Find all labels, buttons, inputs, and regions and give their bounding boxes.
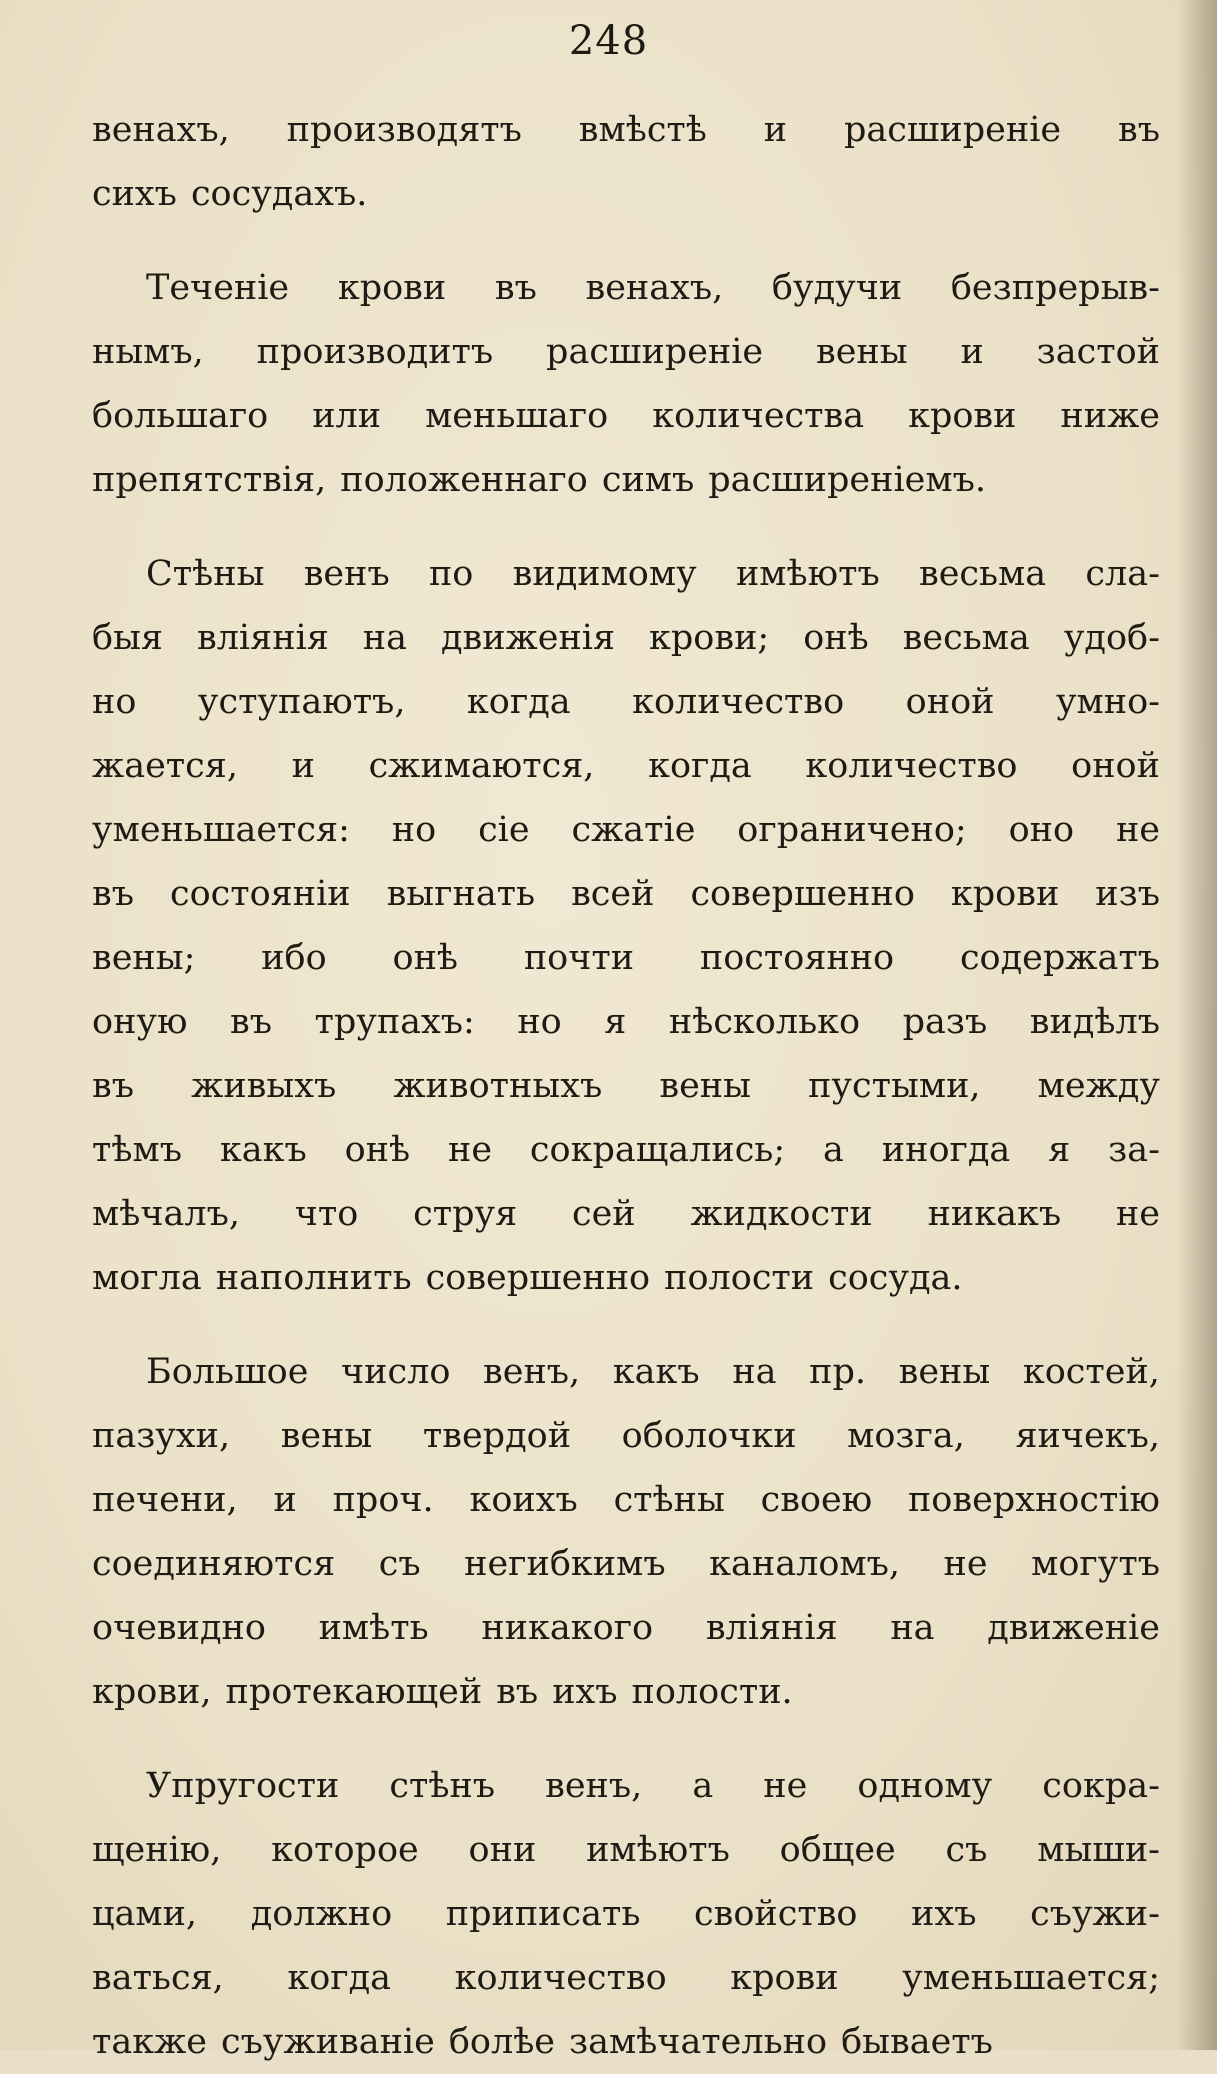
word: и <box>291 746 315 786</box>
word: венахъ, <box>585 268 724 308</box>
word: когда <box>466 682 571 722</box>
paragraph <box>92 1340 1160 1724</box>
word: онѣ <box>803 618 869 658</box>
word: на <box>732 1352 777 1392</box>
word: вмѣстѣ <box>578 110 707 150</box>
word: вліянія <box>196 618 329 658</box>
word: жается, <box>92 746 238 786</box>
word: и <box>960 332 984 372</box>
word: съ <box>945 1830 988 1870</box>
word: удоб- <box>1063 618 1160 658</box>
word: коихъ <box>469 1480 578 1520</box>
word: поверхностію <box>907 1480 1160 1520</box>
word: негибкимъ <box>464 1544 666 1584</box>
word: могутъ <box>1031 1544 1160 1584</box>
word: уступаютъ, <box>197 682 406 722</box>
word: изъ <box>1095 874 1160 914</box>
word: сокращались; <box>529 1130 786 1170</box>
word: но <box>92 682 137 722</box>
word: симъ <box>601 460 695 500</box>
word: а <box>823 1130 844 1170</box>
word: и <box>763 110 788 150</box>
word: ибо <box>261 938 327 978</box>
word: какъ <box>219 1130 307 1170</box>
word: щенію, <box>92 1830 222 1870</box>
word: сихъ <box>92 174 177 214</box>
word: одному <box>857 1766 993 1806</box>
word: вены <box>898 1352 991 1392</box>
word: имѣютъ <box>586 1830 730 1870</box>
word: и <box>273 1480 297 1520</box>
word: положеннаго <box>340 460 588 500</box>
paragraph-gap <box>92 512 1160 542</box>
word: должно <box>250 1894 393 1934</box>
word: яичекъ, <box>1015 1416 1160 1456</box>
word: расширеніемъ. <box>708 460 986 500</box>
paragraph-gap <box>92 1724 1160 1754</box>
word: также <box>92 2022 208 2062</box>
text-line <box>92 862 1160 926</box>
text-line <box>92 2010 1160 2074</box>
word: на <box>890 1608 935 1648</box>
word: своею <box>760 1480 873 1520</box>
word: онѣ <box>344 1130 411 1170</box>
word: въ <box>496 1672 539 1712</box>
word: за- <box>1108 1130 1160 1170</box>
word: венахъ, <box>92 110 230 150</box>
word: производитъ <box>256 332 494 372</box>
word: съужи- <box>1030 1894 1160 1934</box>
word: меньшаго <box>425 396 609 436</box>
word: количества <box>652 396 865 436</box>
word: полости. <box>631 1672 793 1712</box>
word: замѣчательно <box>569 2022 828 2062</box>
word: крови, <box>92 1672 212 1712</box>
text-line <box>92 448 1160 512</box>
word: ихъ <box>911 1894 977 1934</box>
word: пр. <box>809 1352 866 1392</box>
word: вены; <box>92 938 196 978</box>
text-line <box>92 990 1160 1054</box>
word: очевидно <box>92 1608 266 1648</box>
word: пазухи, <box>92 1416 231 1456</box>
text-line <box>92 1532 1160 1596</box>
word: пустыми, <box>808 1066 981 1106</box>
word: соединяются <box>92 1544 336 1584</box>
word: общее <box>779 1830 896 1870</box>
word: крови <box>730 1958 839 1998</box>
word: бываетъ <box>841 2022 993 2062</box>
word: Упругости <box>146 1766 340 1806</box>
word: мыши- <box>1037 1830 1160 1870</box>
word: видимому <box>512 554 697 594</box>
body-text <box>92 98 1160 2074</box>
text-line <box>92 926 1160 990</box>
text-line <box>92 1118 1160 1182</box>
word: почти <box>523 938 635 978</box>
text-line <box>92 1754 1160 1818</box>
word: которое <box>271 1830 419 1870</box>
text-line <box>92 798 1160 862</box>
word: крови <box>337 268 447 308</box>
word: имѣть <box>318 1608 429 1648</box>
word: препятствія, <box>92 460 327 500</box>
word: большаго <box>92 396 269 436</box>
word: оболочки <box>621 1416 797 1456</box>
word: полости <box>664 1258 815 1298</box>
word: наполнить <box>215 1258 412 1298</box>
word: не <box>943 1544 988 1584</box>
word: оно <box>1008 810 1075 850</box>
word: онѣ <box>392 938 459 978</box>
word: цами, <box>92 1894 198 1934</box>
word: оную <box>92 1002 188 1042</box>
word: имѣютъ <box>735 554 880 594</box>
word: въ <box>92 1066 134 1106</box>
word: костей, <box>1022 1352 1160 1392</box>
word: сжатіе <box>571 810 696 850</box>
text-line <box>92 670 1160 734</box>
word: Стѣны <box>146 554 265 594</box>
word: количество <box>454 1958 667 1998</box>
word: не <box>763 1766 808 1806</box>
word: по <box>428 554 474 594</box>
word: производятъ <box>286 110 522 150</box>
word: количество <box>632 682 845 722</box>
word: сжимаются, <box>368 746 595 786</box>
word: расширеніе <box>546 332 764 372</box>
word: ваться, <box>92 1958 224 1998</box>
word: сла- <box>1085 554 1160 594</box>
word: сей <box>571 1194 636 1234</box>
word: мозга, <box>847 1416 965 1456</box>
word: въ <box>92 874 134 914</box>
word: протекающей <box>225 1672 483 1712</box>
text-line <box>92 1882 1160 1946</box>
word: сосудахъ. <box>190 174 368 214</box>
text-line <box>92 1054 1160 1118</box>
word: движеніе <box>987 1608 1160 1648</box>
word: вены <box>816 332 908 372</box>
word: крови <box>908 396 1017 436</box>
word: вены <box>659 1066 751 1106</box>
word: ниже <box>1060 396 1160 436</box>
word: съуживаніе <box>221 2022 435 2062</box>
word: вены <box>280 1416 373 1456</box>
paragraph <box>92 98 1160 226</box>
word: не <box>1115 1194 1160 1234</box>
paragraph-gap <box>92 226 1160 256</box>
text-line <box>92 1596 1160 1660</box>
word: съ <box>378 1544 421 1584</box>
word: венъ, <box>483 1352 581 1392</box>
word: приписать <box>445 1894 641 1934</box>
text-line <box>92 606 1160 670</box>
word: движенія <box>440 618 616 658</box>
word: я <box>1048 1130 1071 1170</box>
word: иногда <box>881 1130 1011 1170</box>
word: состояніи <box>169 874 351 914</box>
word: будучи <box>771 268 903 308</box>
text-line <box>92 384 1160 448</box>
word: безпрерыв- <box>950 268 1160 308</box>
word: Теченіе <box>146 268 290 308</box>
word: стѣны <box>613 1480 725 1520</box>
text-line <box>92 98 1160 162</box>
word: твердой <box>422 1416 572 1456</box>
word: оной <box>905 682 995 722</box>
word: видѣлъ <box>1029 1002 1160 1042</box>
word: венъ <box>303 554 390 594</box>
word: могла <box>92 1258 202 1298</box>
word: я <box>604 1002 627 1042</box>
word: тѣмъ <box>92 1130 182 1170</box>
word: каналомъ, <box>709 1544 901 1584</box>
paragraph <box>92 542 1160 1310</box>
word: мѣчалъ, <box>92 1194 240 1234</box>
paragraph-gap <box>92 1310 1160 1340</box>
word: уменьшается: <box>92 810 350 850</box>
word: число <box>341 1352 451 1392</box>
word: застой <box>1036 332 1160 372</box>
text-line <box>92 542 1160 606</box>
word: живыхъ <box>191 1066 337 1106</box>
text-line <box>92 256 1160 320</box>
word: разъ <box>902 1002 988 1042</box>
word: а <box>692 1766 714 1806</box>
word: сосуда. <box>828 1258 963 1298</box>
word: но <box>517 1002 562 1042</box>
word: нымъ, <box>92 332 204 372</box>
word: печени, <box>92 1480 238 1520</box>
text-line <box>92 1246 1160 1310</box>
word: весьма <box>918 554 1047 594</box>
paragraph <box>92 256 1160 512</box>
word: совершенно <box>425 1258 651 1298</box>
word: жидкости <box>690 1194 873 1234</box>
word: крови; <box>649 618 770 658</box>
word: ограничено; <box>737 810 967 850</box>
text-line <box>92 1340 1160 1404</box>
text-line <box>92 320 1160 384</box>
word: какъ <box>612 1352 700 1392</box>
word: не <box>1115 810 1160 850</box>
word: весьма <box>902 618 1030 658</box>
word: венъ, <box>545 1766 643 1806</box>
word: стѣнъ <box>389 1766 496 1806</box>
word: сіе <box>478 810 530 850</box>
paragraph <box>92 1754 1160 2074</box>
word: болѣе <box>448 2022 556 2062</box>
word: не <box>448 1130 493 1170</box>
word: трупахъ: <box>314 1002 475 1042</box>
word: никакъ <box>927 1194 1062 1234</box>
word: когда <box>287 1958 392 1998</box>
page-edge-shadow <box>1177 0 1217 2050</box>
text-line <box>92 1404 1160 1468</box>
word: на <box>362 618 407 658</box>
word: въ <box>494 268 537 308</box>
text-line <box>92 1818 1160 1882</box>
word: струя <box>413 1194 518 1234</box>
word: уменьшается; <box>902 1958 1160 1998</box>
text-line <box>92 162 1160 226</box>
word: совершенно <box>690 874 915 914</box>
word: всей <box>571 874 655 914</box>
word: умно- <box>1055 682 1160 722</box>
word: свойство <box>694 1894 858 1934</box>
word: они <box>468 1830 537 1870</box>
text-line <box>92 1946 1160 2010</box>
word: Большое <box>146 1352 309 1392</box>
word: проч. <box>332 1480 434 1520</box>
word: количество <box>805 746 1018 786</box>
word: нѣсколько <box>668 1002 861 1042</box>
word: быя <box>92 618 164 658</box>
text-line <box>92 1660 1160 1724</box>
word: оной <box>1071 746 1160 786</box>
word: расширеніе <box>844 110 1062 150</box>
text-line <box>92 734 1160 798</box>
word: или <box>312 396 382 436</box>
text-line <box>92 1468 1160 1532</box>
word: что <box>294 1194 359 1234</box>
word: въ <box>229 1002 272 1042</box>
word: между <box>1037 1066 1160 1106</box>
word: никакого <box>481 1608 654 1648</box>
word: содержатъ <box>959 938 1160 978</box>
word: когда <box>648 746 752 786</box>
word: вліянія <box>705 1608 838 1648</box>
word: въ <box>1118 110 1160 150</box>
word: постоянно <box>699 938 895 978</box>
word: но <box>391 810 437 850</box>
word: крови <box>950 874 1060 914</box>
word: ихъ <box>552 1672 618 1712</box>
word: сокра- <box>1042 1766 1160 1806</box>
word: животныхъ <box>393 1066 603 1106</box>
word: выгнать <box>386 874 536 914</box>
text-line <box>92 1182 1160 1246</box>
page-number: 248 <box>568 18 649 64</box>
